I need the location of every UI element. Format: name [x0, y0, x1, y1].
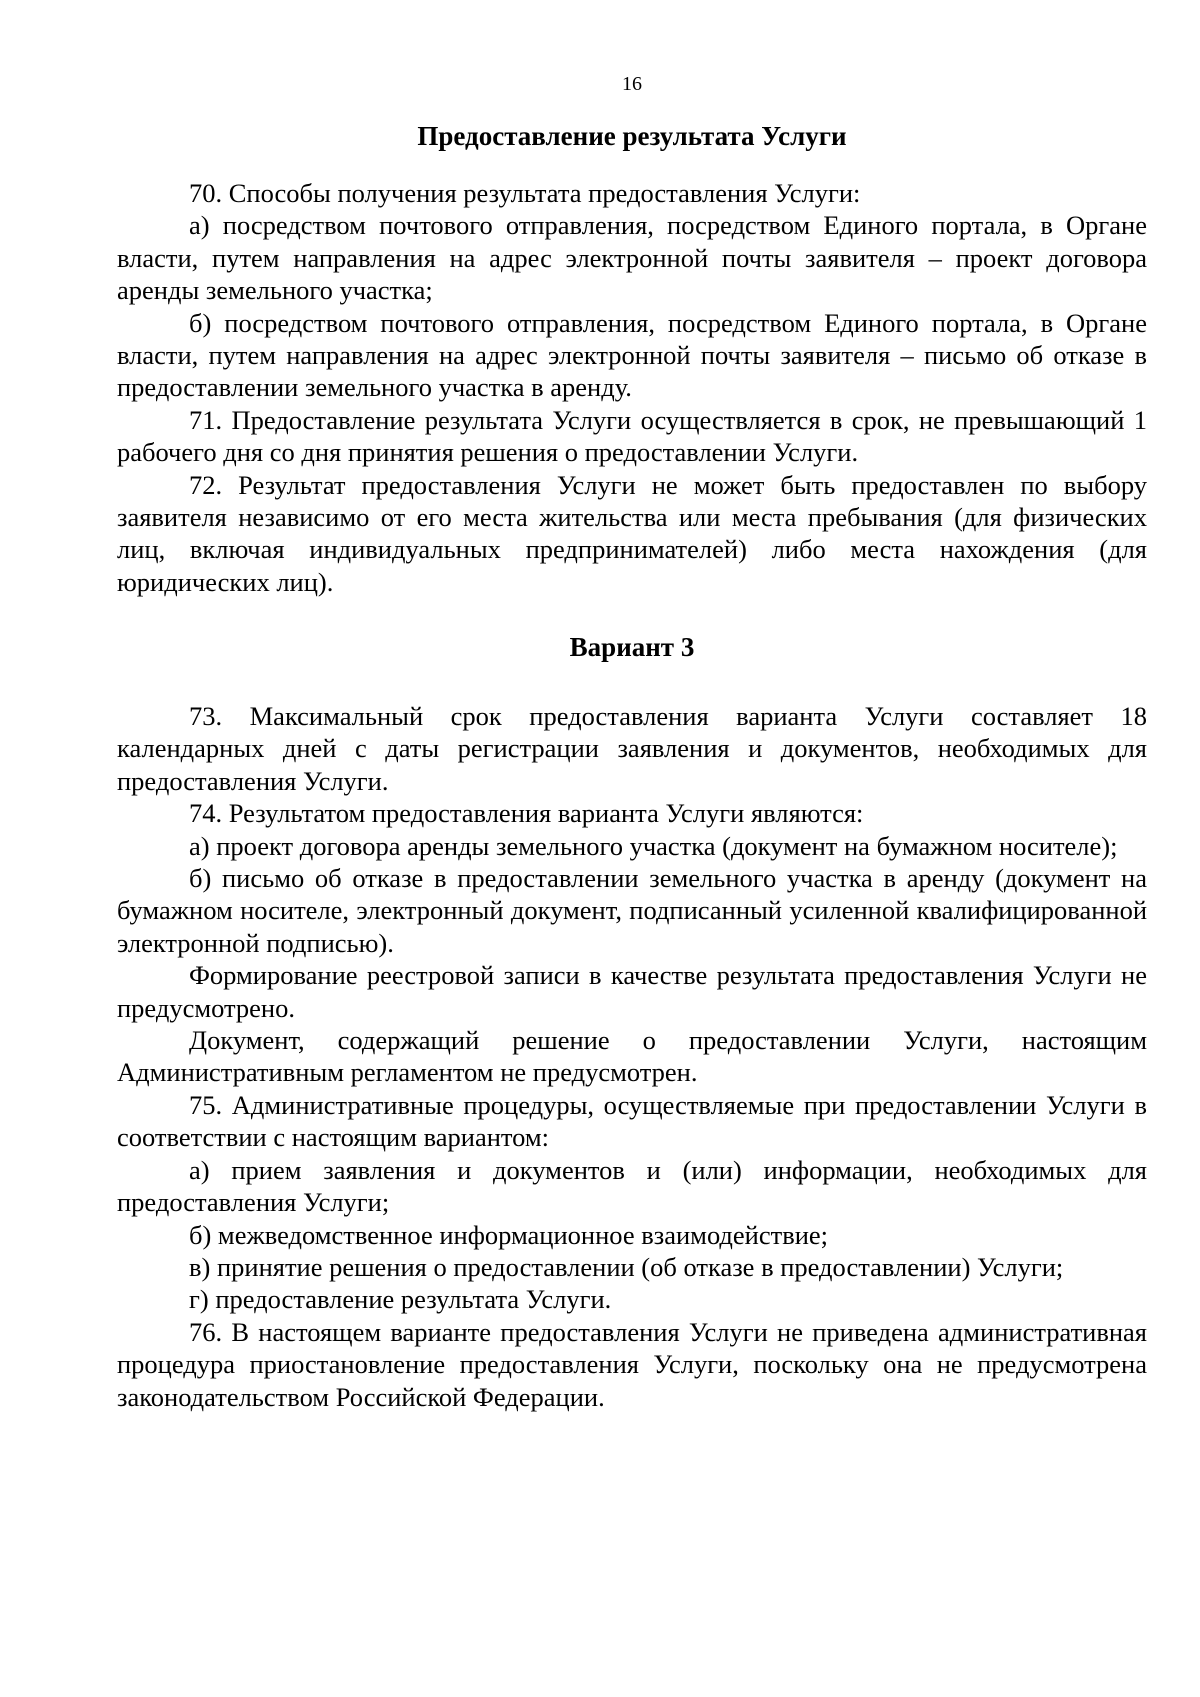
paragraph-decision-document: Документ, содержащий решение о предоставлении Услуги, настоящим Административным регламентом не предусмотрен.	[117, 1025, 1147, 1088]
paragraph-75v: в) принятие решения о предоставлении (об отказе в предоставлении) Услуги;	[189, 1251, 1064, 1282]
paragraph-71: 71. Предоставление результата Услуги осуществляется в срок, не превышающий 1 рабочего дня со дня принятия решения о предоставлении Услуги.	[117, 404, 1147, 468]
paragraph-75a: а) прием заявления и документов и (или) информации, необходимых для предоставления Услуги;	[117, 1154, 1147, 1218]
paragraph-70b: б) посредством почтового отправления, посредством Единого портала, в Органе власти, путем направления на адрес электронной почты заявителя – письмо об отказе в предоставлении земельного участка в аренду.	[117, 307, 1147, 403]
document-page	[117, 0, 1147, 1697]
paragraph-74a: а) проект договора аренды земельного участка (документ на бумажном носителе);	[189, 830, 1118, 861]
paragraph-74b: б) письмо об отказе в предоставлении земельного участка в аренду (документ на бумажном носителе, электронный документ, подписанный усиленной квалифицированной электронной подписью).	[117, 863, 1147, 958]
paragraph-registry-record: Формирование реестровой записи в качестве результата предоставления Услуги не предусмотрено.	[117, 960, 1147, 1023]
page-number: 16	[622, 73, 642, 95]
paragraph-74: 74. Результатом предоставления варианта Услуги являются:	[189, 798, 864, 829]
section-heading-result: Предоставление результата Услуги	[417, 121, 847, 151]
section-result-body	[117, 177, 1147, 598]
section-heading-variant-3: Вариант 3	[569, 632, 695, 662]
paragraph-70a: а) посредством почтового отправления, посредством Единого портала, в Органе власти, путем направления на адрес электронной почты заявителя – проект договора аренды земельного участка;	[117, 210, 1147, 306]
paragraph-75b: б) межведомственное информационное взаимодействие;	[189, 1219, 829, 1250]
paragraph-75g: г) предоставление результата Услуги.	[189, 1284, 612, 1315]
paragraph-75: 75. Административные процедуры, осуществляемые при предоставлении Услуги в соответствии с настоящим вариантом:	[117, 1089, 1147, 1153]
section-variant-3-body	[117, 700, 1147, 1413]
paragraph-72: 72. Результат предоставления Услуги не может быть предоставлен по выбору заявителя независимо от его места жительства или места пребывания (для физических лиц, включая индивидуальных предпринимателей) либо места нахождения (для юридических лиц).	[117, 469, 1147, 597]
paragraph-76: 76. В настоящем варианте предоставления Услуги не приведена административная процедура приостановление предоставления Услуги, поскольку она не предусмотрена законодательством Российской Федерации.	[117, 1316, 1147, 1412]
paragraph-70: 70. Способы получения результата предоставления Услуги:	[189, 178, 861, 208]
paragraph-73: 73. Максимальный срок предоставления варианта Услуги составляет 18 календарных дней с даты регистрации заявления и документов, необходимых для предоставления Услуги.	[117, 701, 1147, 796]
